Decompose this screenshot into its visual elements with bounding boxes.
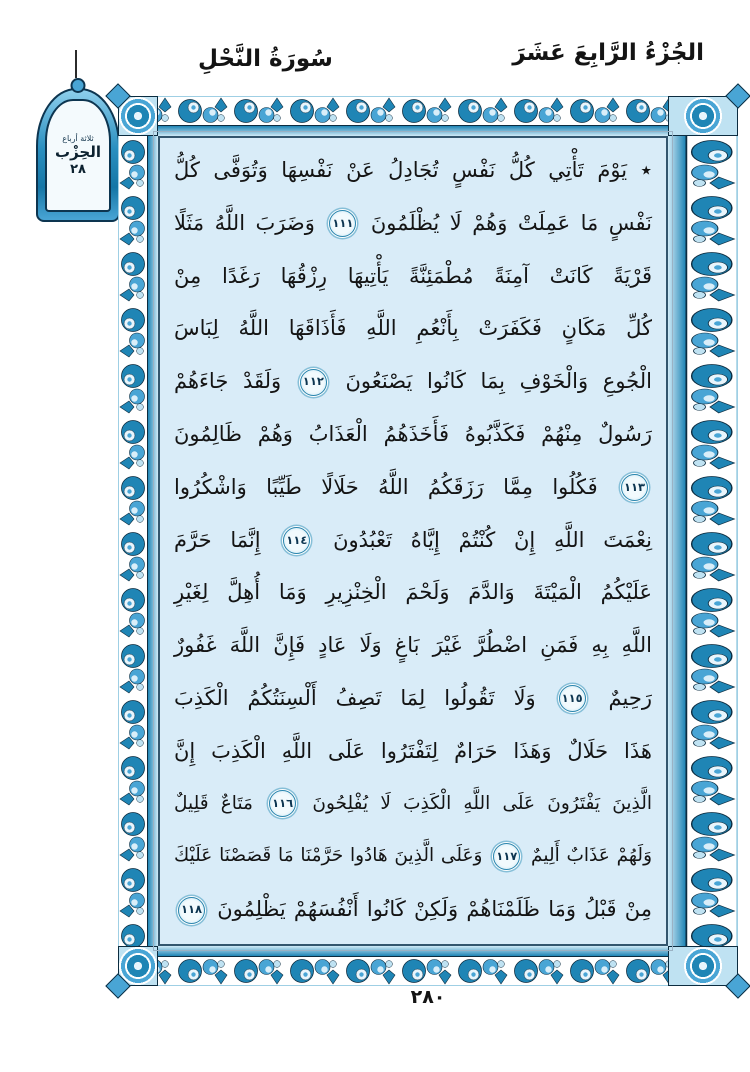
quran-line — [174, 778, 652, 831]
quran-line — [174, 355, 652, 408]
quran-text: رَحِيمٌ — [608, 685, 652, 710]
quran-line — [174, 250, 652, 303]
quran-text: وَلَقَدْ جَاءَهُمْ — [174, 369, 282, 394]
quran-line — [174, 883, 652, 936]
quran-text: مِنْ قَبْلُ وَمَا ظَلَمْنَاهُمْ وَلَكِنْ كَانُوا أَنْفُسَهُمْ يَظْلِمُونَ — [217, 897, 652, 922]
border-ornament-bottom — [118, 946, 738, 986]
hizb-title-label: الحِزْب — [55, 143, 101, 162]
surah-header: سُورَةُ النَّحْلِ — [198, 46, 333, 72]
hizb-marker-panel — [45, 99, 111, 212]
verse-marker — [269, 790, 296, 817]
quran-text: وَعَلَى الَّذِينَ هَادُوا حَرَّمْنَا مَا قَصَصْنَا عَلَيْكَ — [174, 845, 483, 867]
quran-text: ٭ يَوْمَ تَأْتِي كُلُّ نَفْسٍ تُجَادِلُ عَنْ نَفْسِهَا وَتُوَفَّى كُلُّ — [174, 158, 652, 182]
verse-marker — [621, 474, 648, 501]
hizb-number-label: ٢٨ — [70, 161, 86, 177]
verse-number: ١١٥ — [561, 691, 583, 706]
quran-line — [174, 302, 652, 355]
quran-text: وَلَا تَقُولُوا لِمَا تَصِفُ أَلْسِنَتُكُمُ الْكَذِبَ — [174, 685, 536, 710]
quran-line — [174, 144, 652, 197]
border-ornament-left — [118, 136, 158, 946]
quran-line — [174, 619, 652, 672]
quran-text: قَرْيَةً كَانَتْ آمِنَةً مُطْمَئِنَّةً يَأْتِيهَا رِزْقُهَا رَغَدًا مِنْ — [174, 263, 652, 288]
border-ornament-top — [118, 96, 738, 136]
quran-text: إِنَّمَا حَرَّمَ — [174, 527, 261, 552]
border-ornament-right — [668, 136, 738, 946]
verse-number: ١١٧ — [496, 848, 518, 863]
quran-line — [174, 725, 652, 778]
verse-marker — [329, 210, 356, 237]
verse-number: ١١٦ — [272, 795, 294, 810]
quran-text: نِعْمَتَ اللَّهِ إِنْ كُنْتُمْ إِيَّاهُ تَعْبُدُونَ — [333, 527, 652, 552]
quran-text: رَسُولٌ مِنْهُمْ فَكَذَّبُوهُ فَأَخَذَهُمُ الْعَذَابُ وَهُمْ ظَالِمُونَ — [174, 421, 652, 446]
juz-header: الجُزْءُ الرَّابِعَ عَشَرَ — [512, 40, 704, 66]
quran-text: وَضَرَبَ اللَّهُ مَثَلًا — [174, 210, 315, 235]
verse-number: ١١١ — [332, 216, 354, 231]
border-corner-bottom-left — [118, 946, 158, 986]
hizb-marker-ornament — [36, 88, 120, 222]
verse-number: ١١٨ — [180, 902, 203, 917]
quran-line — [174, 514, 652, 567]
quran-text: وَلَهُمْ عَذَابٌ أَلِيمٌ — [531, 845, 653, 867]
verse-number: ١١٣ — [623, 480, 646, 495]
border-corner-top-right — [668, 96, 738, 136]
quran-text: اللَّهِ بِهِ فَمَنِ اضْطُرَّ غَيْرَ بَاغٍ وَلَا عَادٍ فَإِنَّ اللَّهَ غَفُورٌ — [174, 633, 652, 658]
border-corner-top-left — [118, 96, 158, 136]
border-corner-bottom-right — [668, 946, 738, 986]
quran-text: هَذَا حَلَالٌ وَهَذَا حَرَامٌ لِتَفْتَرُوا عَلَى اللَّهِ الْكَذِبَ إِنَّ — [174, 738, 652, 763]
quran-text: عَلَيْكُمُ الْمَيْتَةَ وَالدَّمَ وَلَحْمَ الْخِنْزِيرِ وَمَا أُهِلَّ لِغَيْرِ — [174, 580, 652, 605]
quran-line — [174, 830, 652, 883]
quran-text: كُلِّ مَكَانٍ فَكَفَرَتْ بِأَنْعُمِ اللَّهِ فَأَذَاقَهَا اللَّهُ لِبَاسَ — [174, 316, 652, 341]
verse-marker — [559, 685, 586, 712]
hizb-fraction-label: ثلاثة أرباع — [62, 134, 94, 144]
verse-marker — [300, 369, 327, 396]
quran-text: نَفْسٍ مَا عَمِلَتْ وَهُمْ لَا يُظْلَمُونَ — [370, 210, 652, 235]
quran-text: مَتَاعٌ قَلِيلٌ — [174, 792, 253, 814]
quran-lines-container — [174, 144, 652, 938]
quran-text-panel — [158, 136, 668, 946]
quran-line — [174, 408, 652, 461]
verse-marker — [283, 527, 310, 554]
quran-line — [174, 672, 652, 725]
quran-line — [174, 566, 652, 619]
page-number: ٢٨٠ — [410, 986, 446, 1008]
verse-number: ١١٢ — [302, 374, 324, 389]
quran-line — [174, 461, 652, 514]
quran-text: الَّذِينَ يَفْتَرُونَ عَلَى اللَّهِ الْكَذِبَ لَا يُفْلِحُونَ — [312, 792, 652, 814]
verse-marker — [493, 843, 520, 870]
verse-marker — [178, 897, 205, 924]
hizb-marker-stem — [75, 50, 77, 78]
quran-text: الْجُوعِ وَالْخَوْفِ بِمَا كَانُوا يَصْنَعُونَ — [345, 369, 652, 394]
ornamental-border — [118, 96, 738, 986]
verse-number: ١١٤ — [286, 532, 308, 547]
quran-text: فَكُلُوا مِمَّا رَزَقَكُمُ اللَّهُ حَلَالًا طَيِّبًا وَاشْكُرُوا — [174, 474, 598, 499]
quran-line — [174, 197, 652, 250]
